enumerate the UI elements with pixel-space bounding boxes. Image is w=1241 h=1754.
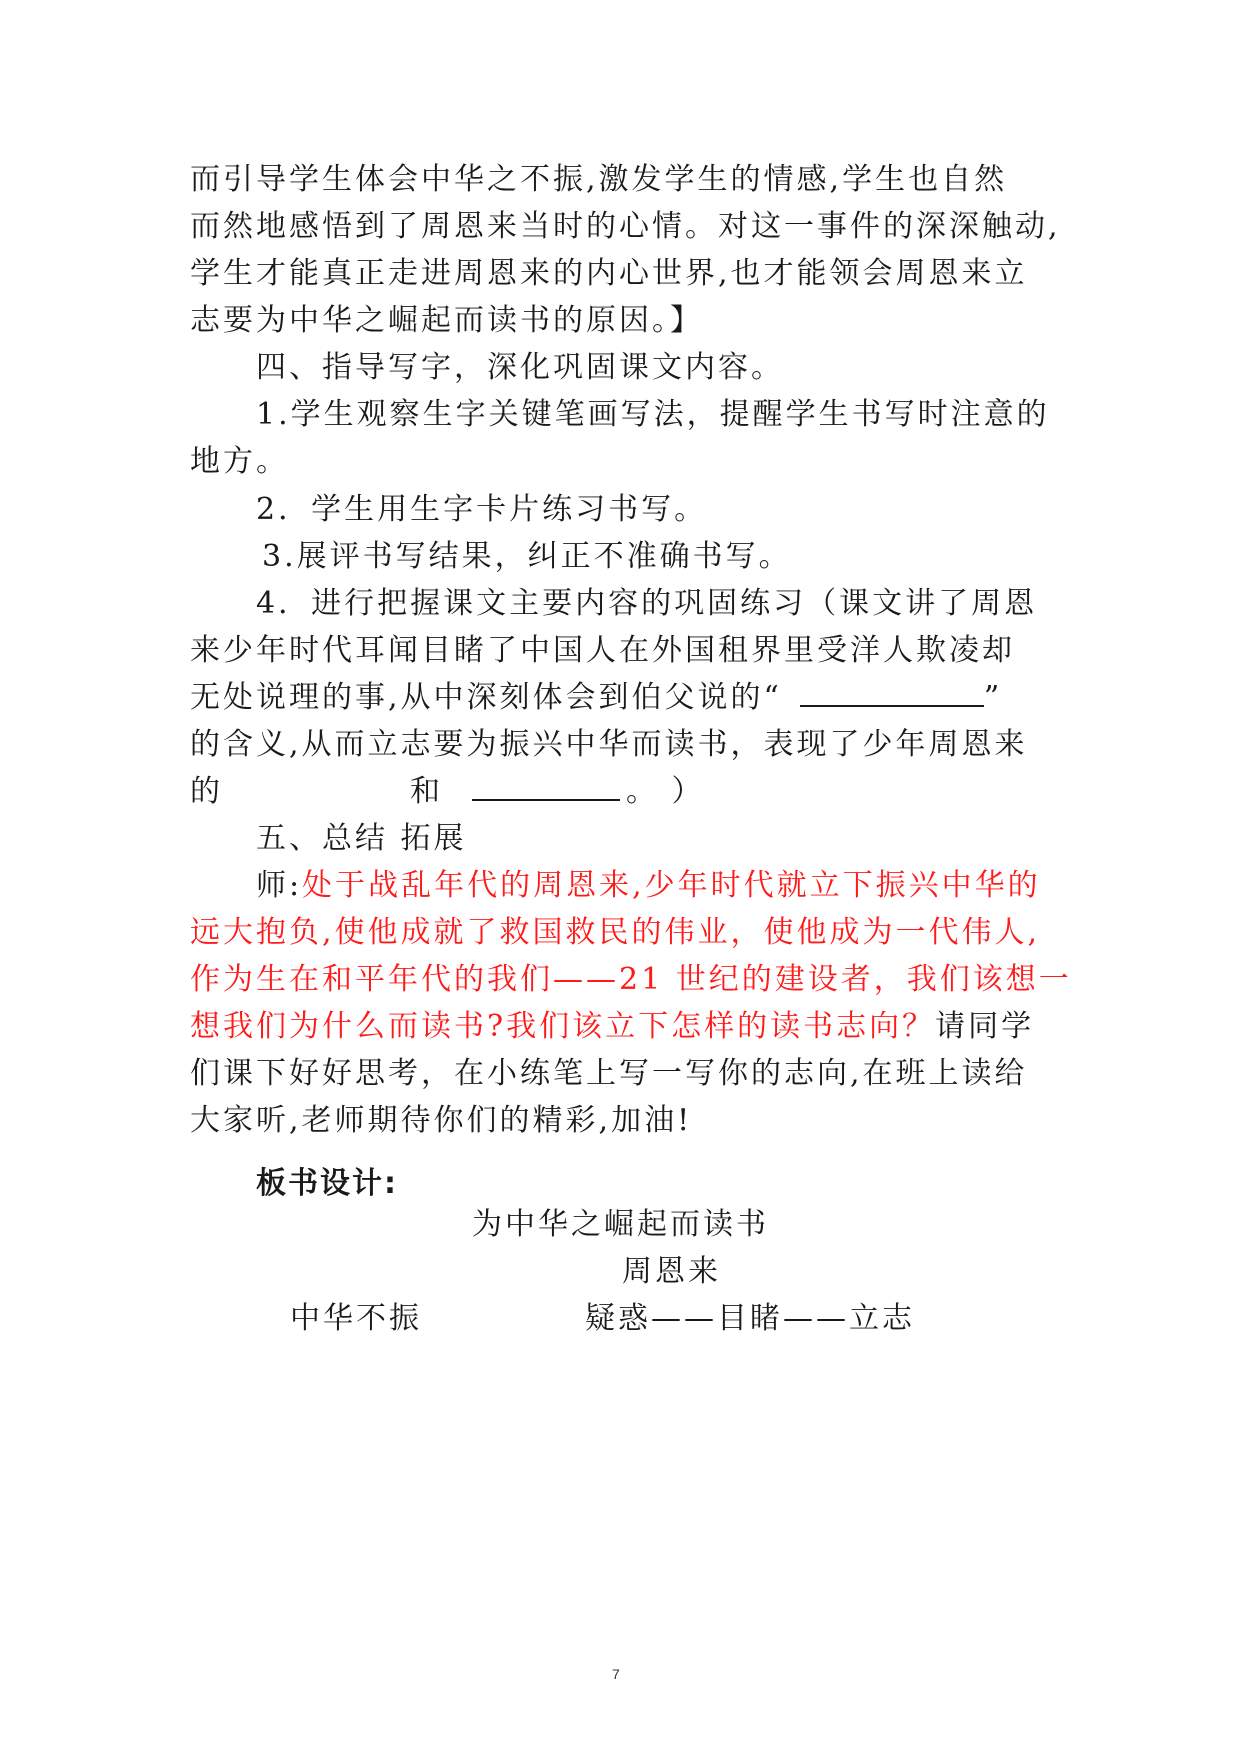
fill-in-line: [190, 678, 1002, 718]
fill-in-text: 的: [190, 774, 223, 809]
fill-in-line: [410, 772, 443, 812]
highlighted-line: 远大抱负,使他成就了救国救民的伟业，使他成为一代伟人,: [190, 915, 1041, 950]
answer-blank[interactable]: [800, 679, 984, 707]
paragraph-line: 来少年时代耳闻目睹了中国人在外国租界里受洋人欺凌却: [190, 633, 1015, 668]
blackboard-design-title: 板书设计:: [256, 1166, 398, 1201]
board-name: 周恩来: [622, 1254, 721, 1289]
answer-blank[interactable]: [472, 773, 620, 801]
list-item-3: 3.展评书写结果，纠正不准确书写。: [262, 539, 792, 574]
list-item-4: 4．进行把握课文主要内容的巩固练习（课文讲了周恩: [256, 586, 1038, 621]
paragraph-line: 志要为中华之崛起而读书的原因。】: [190, 303, 703, 338]
highlighted-line: 作为生在和平年代的我们——21 世纪的建设者，我们该想一: [190, 962, 1072, 997]
list-item-1: 1.学生观察生字关键笔画写法，提醒学生书写时注意的: [256, 397, 1050, 432]
paragraph-line: 大家听,老师期待你们的精彩,加油!: [190, 1103, 693, 1138]
teacher-label: 师:: [256, 868, 303, 903]
paragraph-line: 地方。: [190, 444, 289, 479]
highlighted-text: 处于战乱年代的周恩来,少年时代就立下振兴中华的: [302, 868, 1041, 903]
highlighted-text: 想我们为什么而读书?我们该立下怎样的读书志向？: [190, 1009, 936, 1044]
fill-in-text: 无处说理的事,从中深刻体会到伯父说的“: [190, 680, 782, 715]
paragraph-line: 们课下好好思考，在小练笔上写一写你的志向,在班上读给: [190, 1056, 1028, 1091]
list-item-2: 2．学生用生字卡片练习书写。: [256, 492, 708, 527]
paragraph-line: 学生才能真正走进周恩来的内心世界,也才能领会周恩来立: [190, 256, 1028, 291]
section-heading-4: 四、指导写字，深化巩固课文内容。: [256, 350, 784, 385]
mixed-line: [190, 1007, 1034, 1047]
paragraph-line: 而然地感悟到了周恩来当时的心情。对这一事件的深深触动,: [190, 209, 1061, 244]
paragraph-line: 而引导学生体会中华之不振,激发学生的情感,学生也自然: [190, 162, 1008, 197]
board-right: 疑惑——目睹——立志: [585, 1301, 915, 1336]
section-heading-5: 五、总结 拓展: [256, 821, 467, 856]
page-number: 7: [612, 1666, 620, 1682]
plain-text: 请同学: [935, 1009, 1035, 1044]
closing-quote: ”: [983, 680, 1003, 715]
teacher-remark-line: [256, 866, 1041, 906]
paragraph-line: 的含义,从而立志要为振兴中华而读书，表现了少年周恩来: [190, 727, 1028, 762]
fill-in-text: 和: [410, 774, 443, 809]
fill-in-line: [472, 772, 705, 812]
board-left: 中华不振: [290, 1301, 422, 1336]
fill-in-line: [190, 772, 223, 812]
fill-in-text: 。 ）: [626, 774, 705, 809]
board-heading: 为中华之崛起而读书: [472, 1207, 769, 1242]
